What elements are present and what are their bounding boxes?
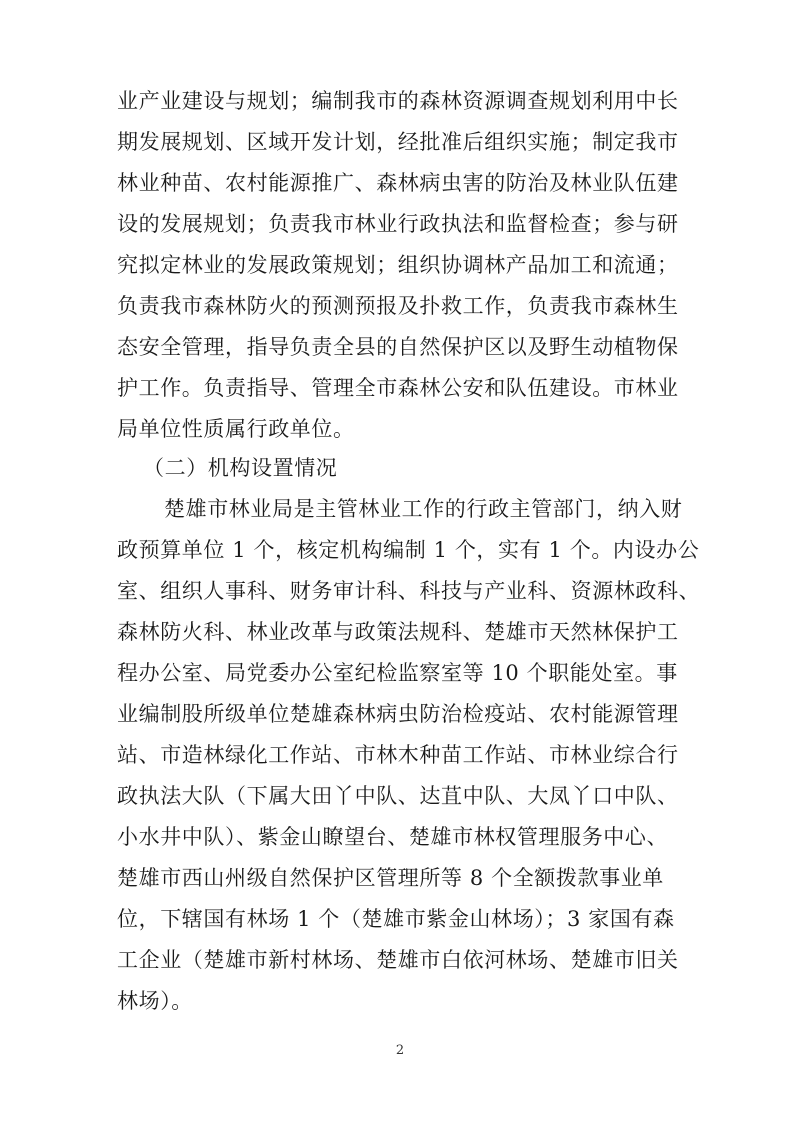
text-line: 森林防火科、林业改革与政策法规科、楚雄市天然林保护工 <box>117 620 679 644</box>
text-line: 林业种苗、农村能源推广、森林病虫害的防治及林业队伍建 <box>117 171 679 195</box>
text-line: 期发展规划、区域开发计划，经批准后组织实施；制定我市 <box>117 130 679 154</box>
text-line: 楚雄市林业局是主管林业工作的行政主管部门，纳入财 <box>164 497 683 521</box>
text-line: 业产业建设与规划；编制我市的森林资源调查规划利用中长 <box>117 89 679 113</box>
text-line: 负责我市森林防火的预测预报及扑救工作，负责我市森林生 <box>117 294 679 318</box>
text-line: 局单位性质属行政单位。 <box>117 417 355 441</box>
text-line: 业编制股所级单位楚雄森林病虫防治检疫站、农村能源管理 <box>117 702 679 726</box>
text-line: 楚雄市西山州级自然保护区管理所等 8 个全额拨款事业单 <box>117 866 664 890</box>
text-line: 站、市造林绿化工作站、市林木种苗工作站、市林业综合行 <box>117 743 679 767</box>
text-line: 室、组织人事科、财务审计科、科技与产业科、资源林政科、 <box>117 579 701 603</box>
text-line: 程办公室、局党委办公室纪检监察室等 10 个职能处室。事 <box>117 661 678 685</box>
text-line: 政预算单位 1 个，核定机构编制 1 个，实有 1 个。内设办公 <box>117 538 700 562</box>
text-line: 态安全管理，指导负责全县的自然保护区以及野生动植物保 <box>117 335 679 359</box>
text-line: 究拟定林业的发展政策规划；组织协调林产品加工和流通； <box>117 253 679 277</box>
text-line: 政执法大队（下属大田丫中队、达苴中队、大凤丫口中队、 <box>117 784 679 808</box>
text-line: 林场）。 <box>117 989 193 1013</box>
text-line: 位，下辖国有林场 1 个（楚雄市紫金山林场）；3 家国有森 <box>117 907 675 931</box>
text-line: 小水井中队）、紫金山瞭望台、楚雄市林权管理服务中心、 <box>117 825 669 849</box>
text-line: 设的发展规划；负责我市林业行政执法和监督检查；参与研 <box>117 212 679 236</box>
page-number: 2 <box>395 1043 405 1058</box>
section-heading: （二）机构设置情况 <box>143 456 338 480</box>
text-line: 工企业（楚雄市新村林场、楚雄市白依河林场、楚雄市旧关 <box>117 948 679 972</box>
text-line: 护工作。负责指导、管理全市森林公安和队伍建设。市林业 <box>117 376 679 400</box>
